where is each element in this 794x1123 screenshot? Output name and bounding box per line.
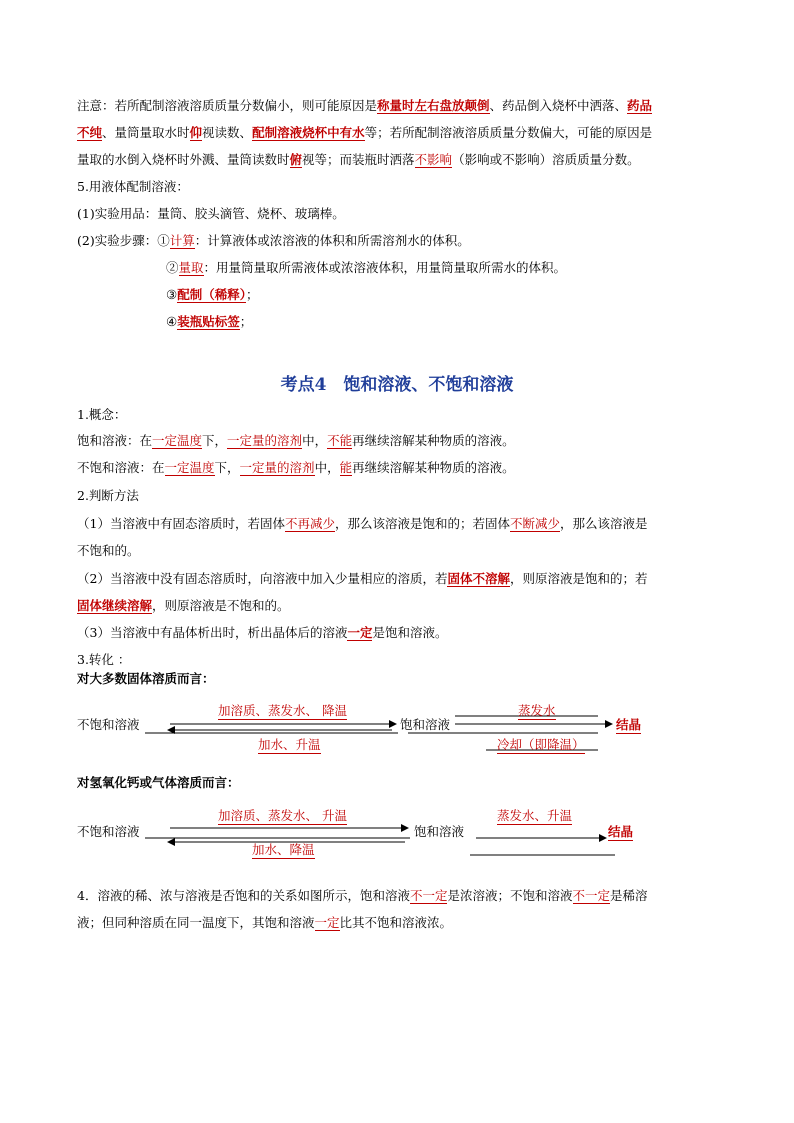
answer-blank: 固体不溶解 xyxy=(447,571,510,586)
d2-evaporate-condition: 蒸发水、升温 xyxy=(497,808,573,823)
answer-blank: 不纯 xyxy=(77,125,103,140)
diagram-1-title: 对大多数固体溶质而言： xyxy=(77,671,215,686)
note-text: 等；若所配制溶液溶质质量分数偏大，可能的原因是 xyxy=(364,125,653,140)
d1-saturated-label: 饱和溶液 xyxy=(400,717,451,732)
d2-forward-condition: 加溶质、蒸发水、 升温 xyxy=(218,808,347,823)
note-text: 视等；而装瓶时洒落 xyxy=(302,152,415,167)
judge-p1-line-2: 不饱和的。 xyxy=(77,543,140,558)
answer-blank: 一定温度 xyxy=(152,433,203,448)
answer-blank: 不再减少 xyxy=(284,516,335,531)
answer-blank: 装瓶贴标签 xyxy=(177,314,240,329)
d2-crystal-label: 结晶 xyxy=(608,824,634,839)
s5-title: 5.用液体配制溶液： xyxy=(77,179,189,194)
convert-title: 3.转化 ： xyxy=(77,652,131,667)
d1-backward-condition: 加水、升温 xyxy=(258,737,321,752)
steps-label: (2)实验步骤： xyxy=(77,233,158,248)
d1-evaporate-condition: 蒸发水 xyxy=(518,703,556,718)
answer-blank: 固体继续溶解 xyxy=(77,598,153,613)
note-text: （影响或不影响）溶质质量分数。 xyxy=(452,152,640,167)
answer-blank: 不影响 xyxy=(414,152,453,167)
answer-blank: 一定温度 xyxy=(164,460,215,475)
answer-blank: 不一定 xyxy=(572,888,611,903)
judge-text: ，那么该溶液是饱和的；若固体 xyxy=(334,516,510,531)
step-text: ； xyxy=(239,314,253,329)
answer-blank: 不一定 xyxy=(409,888,448,903)
d1-cooling-condition: 冷却（即降温） xyxy=(497,737,585,752)
judge-title: 2.判断方法 xyxy=(77,488,139,503)
answer-blank: 仰 xyxy=(189,125,203,140)
p4-text: 是浓溶液；不饱和溶液 xyxy=(447,888,573,903)
step-number: ② xyxy=(166,260,179,275)
judge-text: ，则原溶液是饱和的；若 xyxy=(509,571,648,586)
step-text: ； xyxy=(245,287,259,302)
judge-text: 是饱和溶液。 xyxy=(372,625,448,640)
def-text: 再继续溶解某种物质的溶液。 xyxy=(352,460,515,475)
judge-text: ，那么该溶液是 xyxy=(560,516,648,531)
step-number: ③ xyxy=(166,287,178,302)
p4-text: 4．溶液的稀、浓与溶液是否饱和的关系如图所示，饱和溶液 xyxy=(77,888,410,903)
p4-text: 是稀溶 xyxy=(610,888,648,903)
def-text: 中， xyxy=(314,460,340,475)
def-text: 下， xyxy=(202,433,228,448)
judge-text: （3）当溶液中有晶体析出时，析出晶体后的溶液 xyxy=(77,625,348,640)
def-text: 中， xyxy=(302,433,328,448)
d1-crystal-label: 结晶 xyxy=(616,717,642,732)
answer-blank: 配制（稀释） xyxy=(177,287,246,302)
diagram-2-title: 对氢氧化钙或气体溶质而言： xyxy=(77,775,240,790)
answer-blank: 一定 xyxy=(347,625,373,640)
answer-blank: 不断减少 xyxy=(510,516,561,531)
step-number: ④ xyxy=(166,314,178,329)
def-text: 下， xyxy=(214,460,240,475)
def-text: 不饱和溶液：在 xyxy=(77,460,165,475)
answer-blank: 称量时左右盘放颠倒 xyxy=(377,98,490,113)
concept-title: 1.概念： xyxy=(77,407,127,422)
answer-blank: 俯 xyxy=(289,152,303,167)
answer-blank: 配制溶液烧杯中有水 xyxy=(252,125,365,140)
note-text: 量取的水倒入烧杯时外溅、量筒读数时 xyxy=(77,152,290,167)
answer-blank: 药品 xyxy=(627,98,653,113)
note-text: 视读数、 xyxy=(202,125,253,140)
answer-blank: 一定 xyxy=(314,915,340,930)
note-text: 、量筒量取水时 xyxy=(102,125,190,140)
def-text: 饱和溶液：在 xyxy=(77,433,153,448)
d2-saturated-label: 饱和溶液 xyxy=(414,824,465,839)
s5-items: (1)实验用品：量筒、胶头滴管、烧杯、玻璃棒。 xyxy=(77,206,345,221)
p4-text: 比其不饱和溶液浓。 xyxy=(339,915,453,930)
answer-blank: 能 xyxy=(339,460,353,475)
judge-text: （1）当溶液中有固态溶质时，若固体 xyxy=(77,516,285,531)
d2-backward-condition: 加水、降温 xyxy=(252,842,315,857)
step-number: ① xyxy=(157,233,170,248)
p4-text: 液；但同种溶质在同一温度下，其饱和溶液 xyxy=(77,915,315,930)
step-text: ：计算液体或浓溶液的体积和所需溶剂水的体积。 xyxy=(194,233,470,248)
section-title: 考点4 饱和溶液、不饱和溶液 xyxy=(280,375,514,395)
d1-unsaturated-label: 不饱和溶液 xyxy=(77,717,140,732)
answer-blank: 一定量的溶剂 xyxy=(239,460,315,475)
note-text: 注意：若所配制溶液溶质质量分数偏小，则可能原因是 xyxy=(77,98,378,113)
def-text: 再继续溶解某种物质的溶液。 xyxy=(352,433,515,448)
p4-line-1 xyxy=(77,888,648,904)
note-text: 、药品倒入烧杯中洒落、 xyxy=(489,98,628,113)
answer-blank: 不能 xyxy=(327,433,353,448)
p4-line-2 xyxy=(77,915,452,931)
d2-unsaturated-label: 不饱和溶液 xyxy=(77,824,140,839)
answer-blank: 计算 xyxy=(169,233,195,248)
judge-text: （2）当溶液中没有固态溶质时，向溶液中加入少量相应的溶质，若 xyxy=(77,571,448,586)
step-text: ：用量筒量取所需液体或浓溶液体积，用量筒量取所需水的体积。 xyxy=(203,260,567,275)
answer-blank: 一定量的溶剂 xyxy=(227,433,303,448)
d1-forward-condition: 加溶质、蒸发水、 降温 xyxy=(218,703,347,718)
answer-blank: 量取 xyxy=(178,260,204,275)
judge-text: ，则原溶液是不饱和的。 xyxy=(152,598,290,613)
